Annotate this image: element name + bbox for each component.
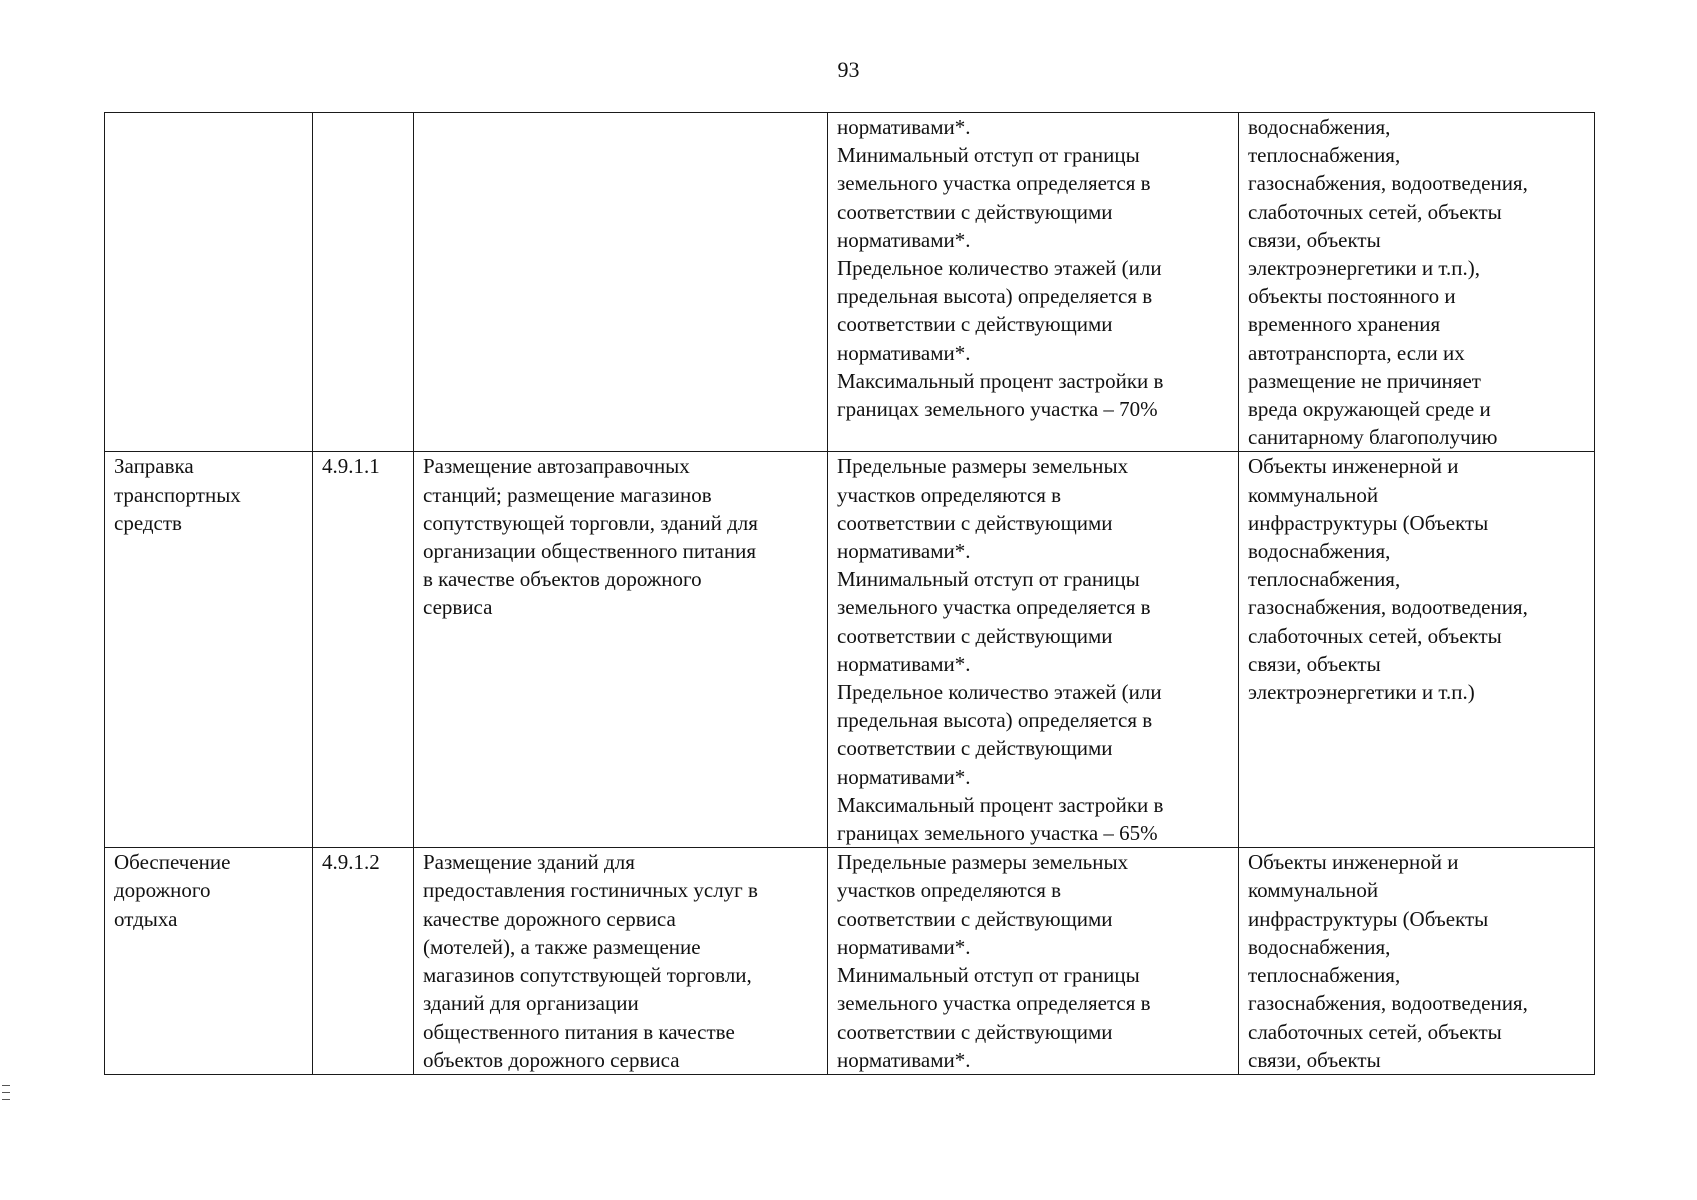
- cell-text-line: Максимальный процент застройки в: [837, 792, 1164, 817]
- cell-text-line: дорожного: [114, 878, 211, 903]
- cell-text-line: сопутствующей торговли, зданий для: [423, 510, 758, 535]
- cell-text-line: газоснабжения, водоотведения,: [1248, 171, 1528, 196]
- table-row: [105, 848, 1595, 1075]
- cell-text-line: теплоснабжения,: [1248, 963, 1401, 988]
- cell-text-line: нормативами*.: [837, 1047, 971, 1072]
- cell-text-line: электроэнергетики и т.п.),: [1248, 256, 1480, 281]
- cell-text-line: слаботочных сетей, объекты: [1248, 1019, 1502, 1044]
- cell-text-line: нормативами*.: [837, 764, 971, 789]
- cell-text-line: соответствии с действующими: [837, 510, 1113, 535]
- cell-text-line: объекты постоянного и: [1248, 284, 1456, 309]
- cell-text-line: Предельные размеры земельных: [837, 454, 1129, 479]
- auxiliary-uses-cell: [1239, 848, 1595, 1075]
- cell-text-line: автотранспорта, если их: [1248, 340, 1465, 365]
- cell-text-line: участков определяются в: [837, 878, 1062, 903]
- cell-text-line: качестве дорожного сервиса: [423, 906, 676, 931]
- cell-text-line: нормативами*.: [837, 934, 971, 959]
- table-row: [105, 113, 1595, 452]
- auxiliary-uses-cell: [1239, 452, 1595, 848]
- cell-text-line: средств: [114, 510, 182, 535]
- cell-text-line: отдыха: [114, 906, 178, 931]
- cell-text-line: предельная высота) определяется в: [837, 708, 1153, 733]
- table-row: [105, 452, 1595, 848]
- cell-text-line: Минимальный отступ от границы: [837, 567, 1140, 592]
- cell-text-line: временного хранения: [1248, 312, 1441, 337]
- use-name-cell: [105, 113, 313, 452]
- use-description-cell: [414, 113, 828, 452]
- parameters-cell: [828, 113, 1239, 452]
- use-name-cell: [105, 452, 313, 848]
- cell-text-line: Предельное количество этажей (или: [837, 256, 1162, 281]
- cell-text-line: нормативами*.: [837, 227, 971, 252]
- cell-text-line: предельная высота) определяется в: [837, 284, 1153, 309]
- parameters-cell: [828, 452, 1239, 848]
- cell-text-line: Максимальный процент застройки в: [837, 368, 1164, 393]
- cell-text-line: в качестве объектов дорожного: [423, 567, 702, 592]
- cell-text-line: инфраструктуры (Объекты: [1248, 510, 1489, 535]
- use-description-cell: [414, 452, 828, 848]
- cell-text-line: предоставления гостиничных услуг в: [423, 878, 758, 903]
- cell-text-line: Объекты инженерной и: [1248, 454, 1459, 479]
- cell-text-line: связи, объекты: [1248, 227, 1381, 252]
- cell-text-line: связи, объекты: [1248, 651, 1381, 676]
- parameters-cell: [828, 848, 1239, 1075]
- page-number: 93: [837, 57, 860, 82]
- cell-text-line: слаботочных сетей, объекты: [1248, 623, 1502, 648]
- cell-text-line: водоснабжения,: [1248, 934, 1391, 959]
- cell-text-line: водоснабжения,: [1248, 539, 1391, 564]
- cell-text-line: объектов дорожного сервиса: [423, 1047, 680, 1072]
- cell-text-line: инфраструктуры (Объекты: [1248, 906, 1489, 931]
- cell-text-line: зданий для организации: [423, 991, 639, 1016]
- cell-text-line: газоснабжения, водоотведения,: [1248, 991, 1528, 1016]
- cell-text-line: размещение не причиняет: [1248, 368, 1481, 393]
- cell-text-line: Заправка: [114, 454, 194, 479]
- use-code-cell: [313, 452, 414, 848]
- cell-text-line: нормативами*.: [837, 340, 971, 365]
- cell-text-line: коммунальной: [1248, 482, 1379, 507]
- cell-text-line: соответствии с действующими: [837, 906, 1113, 931]
- cell-text-line: соответствии с действующими: [837, 1019, 1113, 1044]
- cell-text-line: соответствии с действующими: [837, 312, 1113, 337]
- cell-text-line: границах земельного участка – 70%: [837, 397, 1158, 422]
- cell-text-line: коммунальной: [1248, 878, 1379, 903]
- cell-text-line: транспортных: [114, 482, 241, 507]
- cell-text-line: Размещение автозаправочных: [423, 454, 690, 479]
- use-name-cell: [105, 848, 313, 1075]
- cell-text-line: (мотелей), а также размещение: [423, 934, 701, 959]
- cell-text-line: теплоснабжения,: [1248, 143, 1401, 168]
- scan-mark: [2, 1099, 10, 1100]
- cell-text-line: водоснабжения,: [1248, 115, 1391, 139]
- cell-text-line: Предельное количество этажей (или: [837, 680, 1162, 705]
- auxiliary-uses-cell: [1239, 113, 1595, 452]
- scan-mark: [2, 1092, 10, 1093]
- cell-text-line: Обеспечение: [114, 850, 231, 875]
- cell-text-line: магазинов сопутствующей торговли,: [423, 963, 752, 988]
- cell-text-line: станций; размещение магазинов: [423, 482, 712, 507]
- cell-text-line: Размещение зданий для: [423, 850, 635, 875]
- cell-text-line: общественного питания в качестве: [423, 1019, 735, 1044]
- cell-text-line: соответствии с действующими: [837, 199, 1113, 224]
- cell-text-line: слаботочных сетей, объекты: [1248, 199, 1502, 224]
- cell-text-line: теплоснабжения,: [1248, 567, 1401, 592]
- cell-text-line: газоснабжения, водоотведения,: [1248, 595, 1528, 620]
- cell-text-line: нормативами*.: [837, 651, 971, 676]
- cell-text-line: 4.9.1.1: [322, 454, 380, 479]
- use-code-cell: [313, 848, 414, 1075]
- cell-text-line: сервиса: [423, 595, 493, 620]
- cell-text-line: Минимальный отступ от границы: [837, 963, 1140, 988]
- land-use-table: [104, 112, 1595, 1075]
- cell-text-line: Минимальный отступ от границы: [837, 143, 1140, 168]
- cell-text-line: соответствии с действующими: [837, 736, 1113, 761]
- cell-text-line: границах земельного участка – 65%: [837, 821, 1158, 846]
- use-code-cell: [313, 113, 414, 452]
- cell-text-line: участков определяются в: [837, 482, 1062, 507]
- cell-text-line: земельного участка определяется в: [837, 991, 1151, 1016]
- cell-text-line: вреда окружающей среде и: [1248, 397, 1491, 422]
- cell-text-line: Предельные размеры земельных: [837, 850, 1129, 875]
- cell-text-line: 4.9.1.2: [322, 850, 380, 875]
- cell-text-line: связи, объекты: [1248, 1047, 1381, 1072]
- cell-text-line: санитарному благополучию: [1248, 425, 1498, 450]
- cell-text-line: земельного участка определяется в: [837, 171, 1151, 196]
- cell-text-line: организации общественного питания: [423, 539, 756, 564]
- cell-text-line: Объекты инженерной и: [1248, 850, 1459, 875]
- cell-text-line: нормативами*.: [837, 539, 971, 564]
- use-description-cell: [414, 848, 828, 1075]
- scan-mark: [2, 1085, 10, 1086]
- cell-text-line: электроэнергетики и т.п.): [1248, 680, 1475, 705]
- cell-text-line: нормативами*.: [837, 115, 971, 139]
- cell-text-line: земельного участка определяется в: [837, 595, 1151, 620]
- cell-text-line: соответствии с действующими: [837, 623, 1113, 648]
